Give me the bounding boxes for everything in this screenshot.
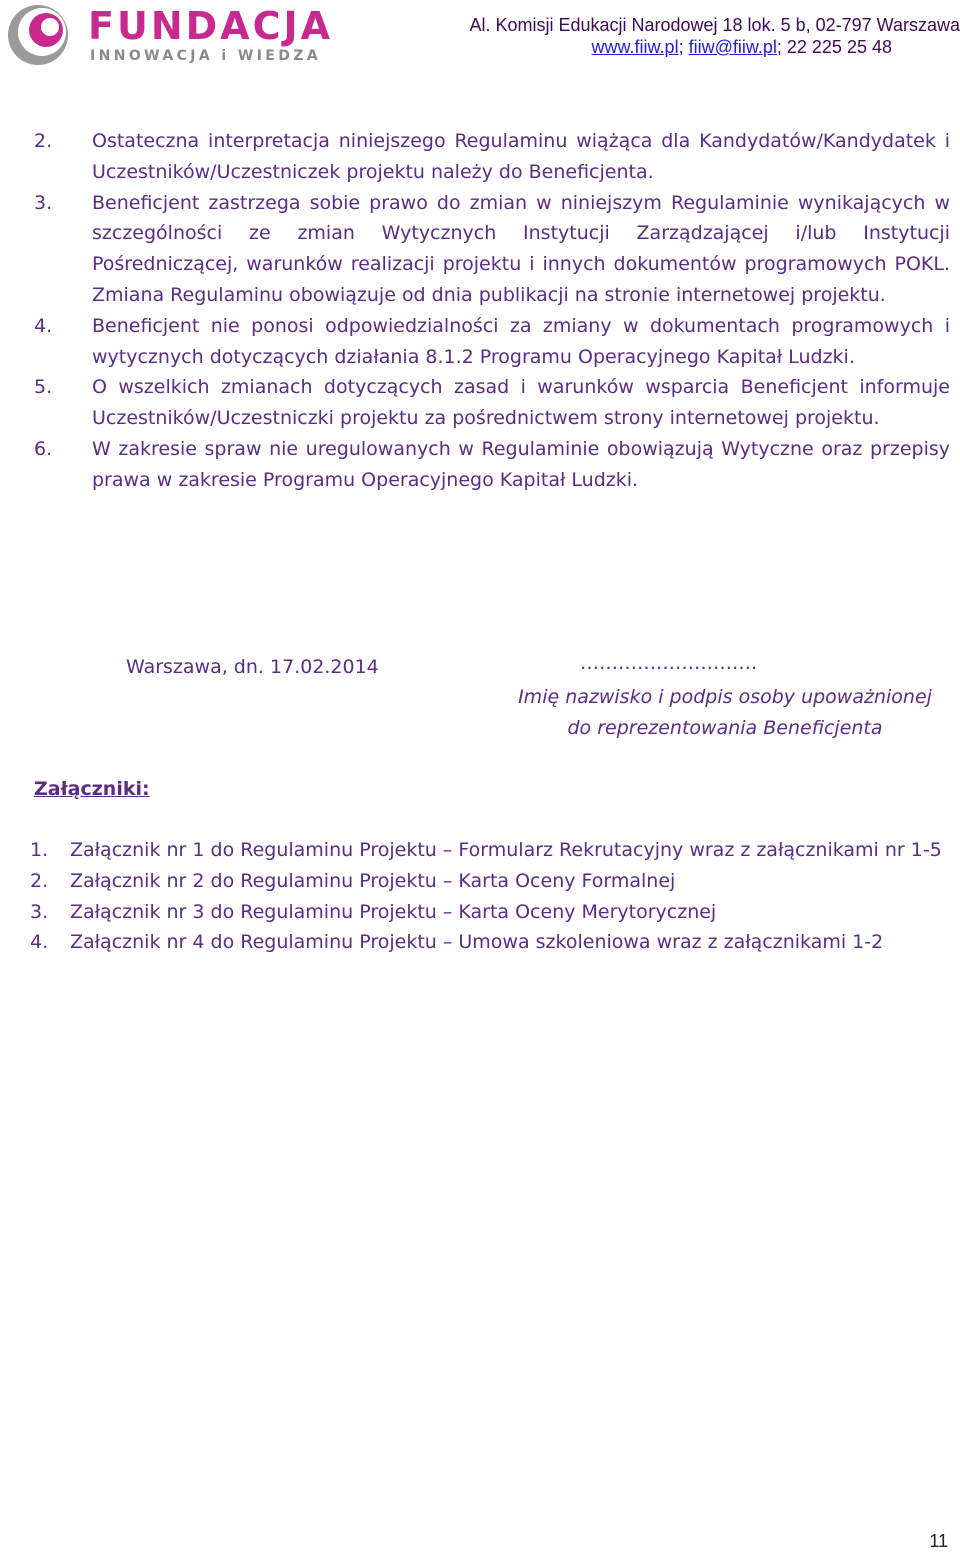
clause-item (34, 188, 950, 311)
header-address: Al. Komisji Edukacji Narodowej 18 lok. 5 b, 02-797 Warszawa (469, 15, 960, 35)
attachment-text: Załącznik nr 1 do Regulaminu Projektu – Formularz Rekrutacyjny wraz z załącznikami nr 1-5 (70, 839, 942, 861)
header-contact-line (440, 36, 892, 58)
attachment-item (30, 835, 950, 866)
attachments-heading: Załączniki: (34, 778, 150, 800)
clause-number: 4. (34, 314, 53, 337)
clauses-list (34, 126, 950, 496)
logo-mark-icon (4, 2, 80, 68)
clause-number: 2. (34, 130, 53, 152)
clause-text: Beneficjent zastrzega sobie prawo do zmian w niniejszym Regulaminie wynikających w szczególności ze zmian Wytycznych Instytucji Zarządzającej i/lub Instytucji Pośredniczącej, warunków realizacji projektu i innych dokumentów programowych POKL. Zmiana Regulaminu obowiązuje od dnia publikacji na stronie internetowej projektu. (92, 191, 950, 306)
clause-text: W zakresie spraw nie uregulowanych w Regulaminie obowiązują Wytyczne oraz przepisy prawa w zakresie Programu Operacyjnego Kapitał Ludzki. (92, 437, 950, 491)
separator: ; (678, 37, 689, 57)
attachment-text: Załącznik nr 3 do Regulaminu Projektu – Karta Oceny Merytorycznej (70, 900, 717, 923)
clause-item (34, 311, 950, 373)
clause-item (34, 372, 950, 434)
clause-number: 5. (34, 376, 53, 399)
attachments-list (30, 835, 950, 958)
attachment-text: Załącznik nr 4 do Regulaminu Projektu – Umowa szkoleniowa wraz z załącznikami 1-2 (70, 931, 884, 954)
attachment-item (30, 866, 950, 897)
clause-item (34, 434, 950, 496)
clause-text: Ostateczna interpretacja niniejszego Regulaminu wiążąca dla Kandydatów/Kandydatek i Uczestników/Uczestniczek projektu należy do Beneficjenta. (92, 130, 950, 183)
foundation-logo (4, 2, 334, 68)
clause-text: Beneficjent nie ponosi odpowiedzialności za zmiany w dokumentach programowych i wytycznych dotyczących działania 8.1.2 Programu Operacyjnego Kapitał Ludzki. (92, 314, 950, 368)
signature-dots: ………………………. (580, 652, 758, 674)
clause-number: 3. (34, 191, 53, 214)
clause-item (34, 126, 950, 188)
signature-date: Warszawa, dn. 17.02.2014 (126, 656, 379, 678)
phone-number: ; 22 225 25 48 (776, 37, 892, 57)
email-link[interactable]: fiiw@fiiw.pl (688, 37, 777, 57)
signature-line-2: do reprezentowania Beneficjenta (567, 717, 883, 739)
attachment-number: 2. (30, 869, 49, 892)
clause-number: 6. (34, 437, 53, 460)
signature-line-1: Imię nazwisko i podpis osoby upoważnionej (518, 686, 932, 708)
logo-title: FUNDACJA (88, 4, 334, 48)
logo-subtitle: INNOWACJA i WIEDZA (90, 48, 322, 64)
attachment-item (30, 927, 950, 958)
header-contact (440, 14, 960, 58)
clause-text: O wszelkich zmianach dotyczących zasad i warunków wsparcia Beneficjent informuje Uczestników/Uczestniczki projektu za pośrednictwem strony internetowej projektu. (92, 376, 950, 430)
attachment-item (30, 897, 950, 928)
attachment-number: 1. (30, 839, 49, 861)
page-number: 11 (929, 1531, 948, 1551)
attachment-number: 3. (30, 900, 49, 923)
attachment-number: 4. (30, 931, 49, 954)
website-link[interactable]: www.fiiw.pl (591, 37, 679, 57)
signature-role (500, 682, 950, 744)
attachment-text: Załącznik nr 2 do Regulaminu Projektu – Karta Oceny Formalnej (70, 869, 676, 892)
